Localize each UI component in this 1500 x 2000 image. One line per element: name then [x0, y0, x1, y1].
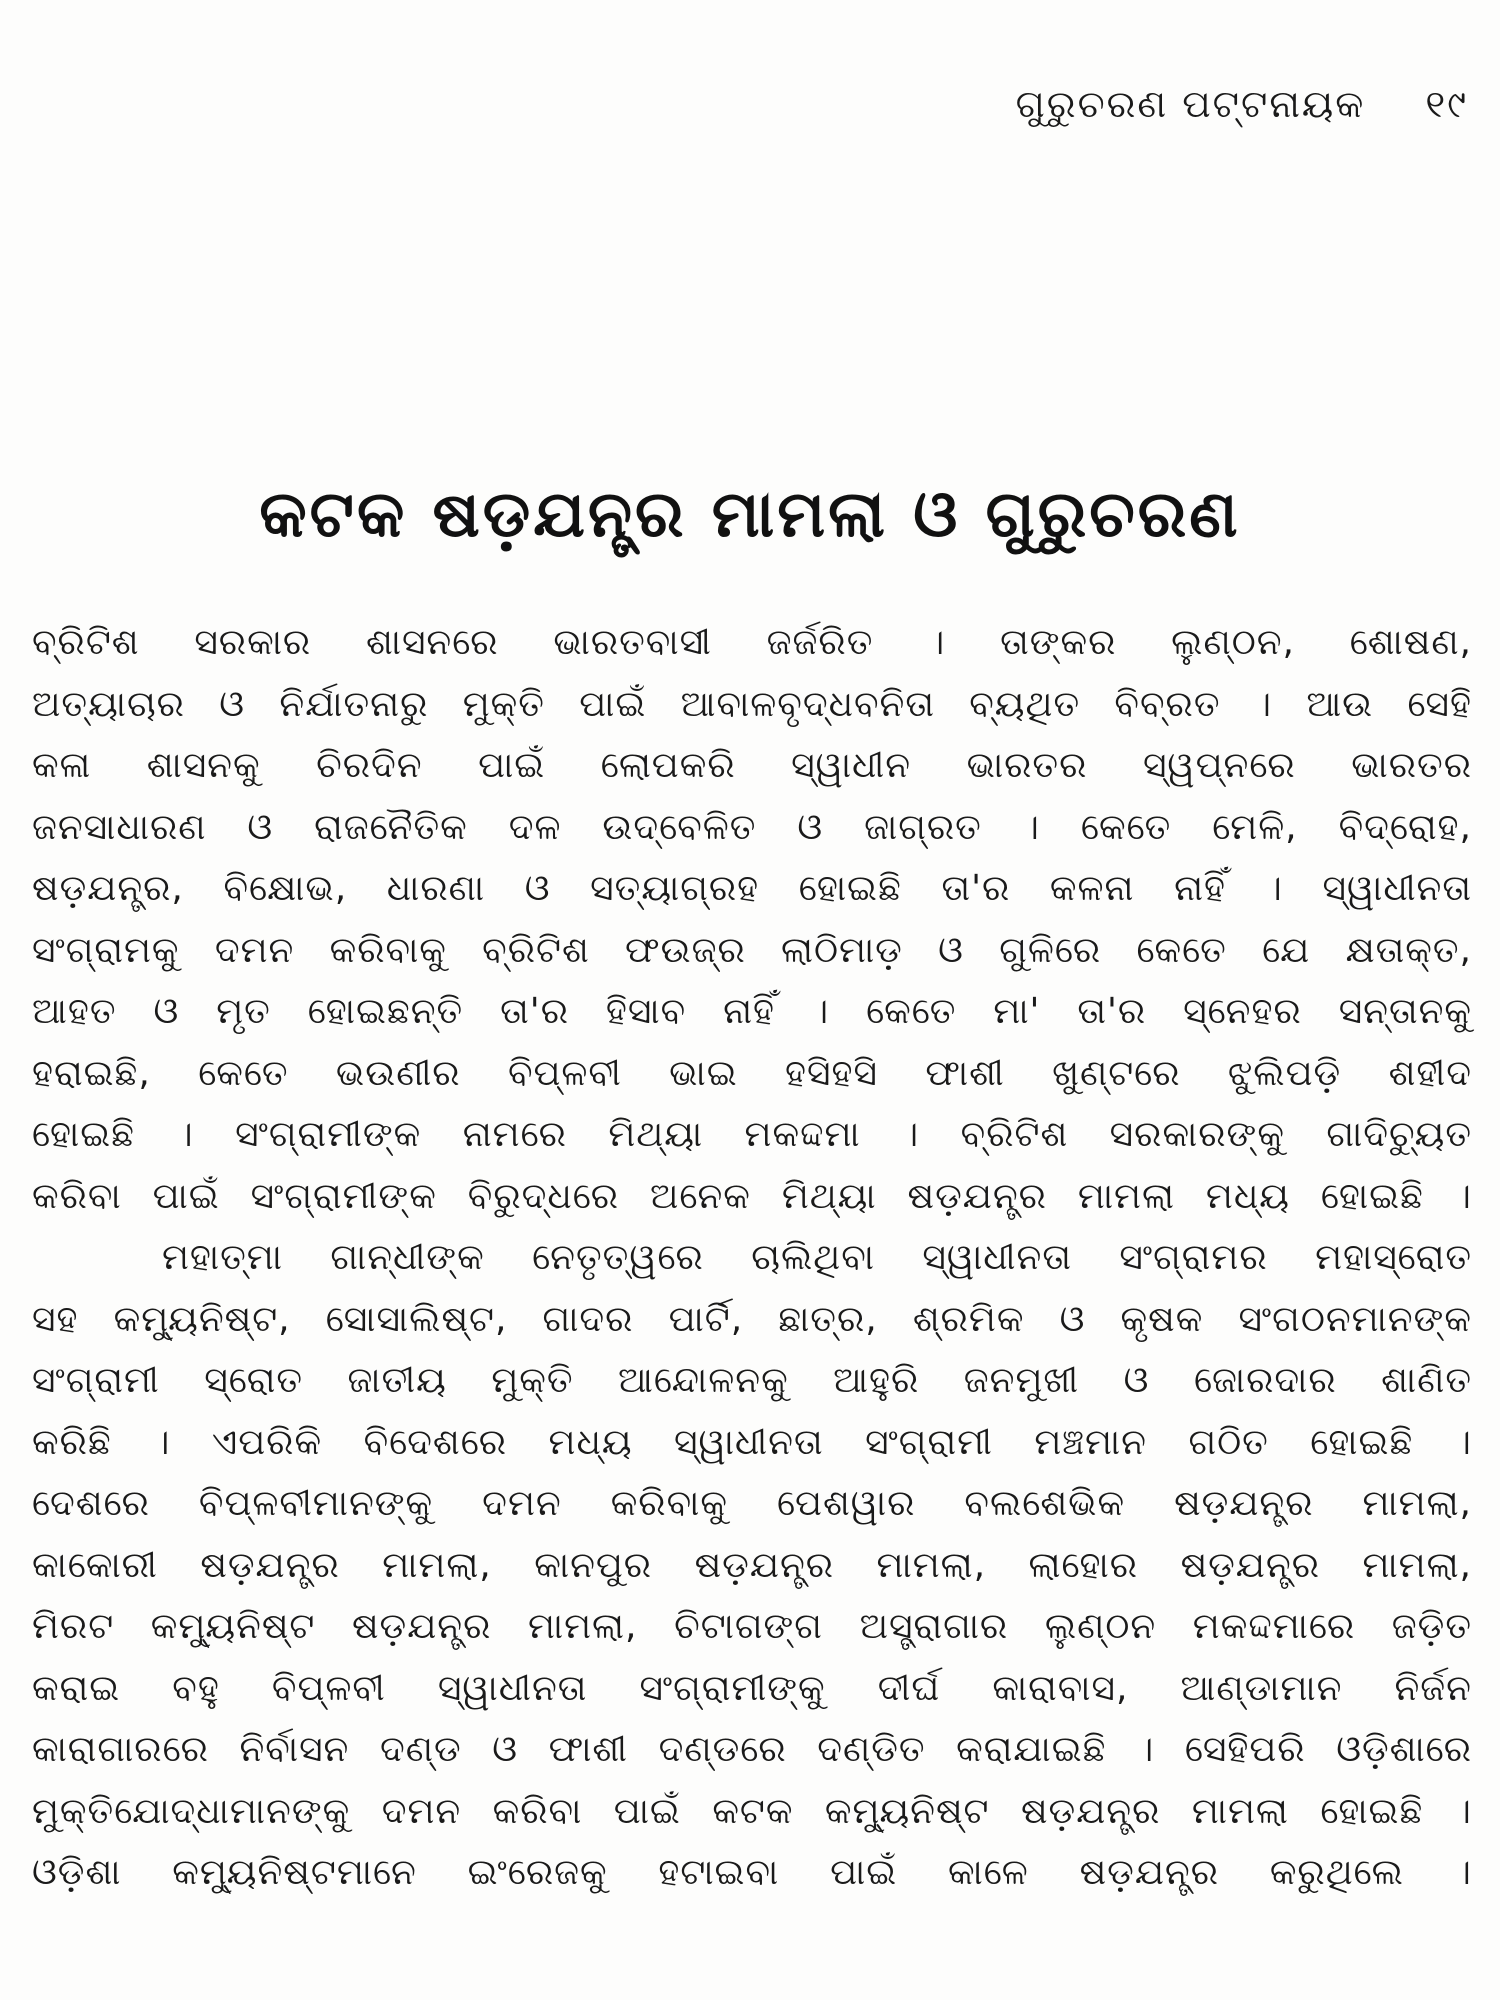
text-line: କଳା ଶାସନକୁ ଚିରଦିନ ପାଇଁ ଲୋପକରି ସ୍ୱାଧୀନ ଭାରତର ସ୍ୱପ୍ନରେ ଭାରତର [32, 745, 1472, 786]
text-line: ସହ କମ୍ୟୁନିଷ୍ଟ, ସୋସାଲିଷ୍ଟ, ଗାଦର ପାର୍ଟି, ଛାତ୍ର, ଶ୍ରମିକ ଓ କୃଷକ ସଂଗଠନମାନଙ୍କ [32, 1298, 1472, 1340]
text-line: ଓଡ଼ିଶା କମ୍ୟୁନିଷ୍ଟମାନେ ଇଂରେଜକୁ ହଟାଇବା ପାଇଁ କାଳେ ଷଡ଼ଯନ୍ତ୍ର କରୁଥିଲେ । [32, 1852, 1472, 1893]
chapter-title: କଟକ ଷଡ଼ଯନ୍ତ୍ର ମାମଲା ଓ ଗୁରୁଚରଣ [259, 478, 1241, 552]
text-line: ମହାତ୍ମା ଗାନ୍ଧୀଙ୍କ ନେତୃତ୍ୱରେ ଚାଲିଥିବା ସ୍ୱାଧୀନତା ସଂଗ୍ରାମର ମହାସ୍ରୋତ [162, 1237, 1472, 1278]
page-number: ୧୯ [1425, 82, 1468, 126]
text-line: କରାଇ ବହୁ ବିପ୍ଳବୀ ସ୍ୱାଧୀନତା ସଂଗ୍ରାମୀଙ୍କୁ ଦୀର୍ଘ କାରାବାସ, ଆଣ୍ଡାମାନ ନିର୍ଜନ [32, 1667, 1472, 1709]
text-line: କାକୋରୀ ଷଡ଼ଯନ୍ତ୍ର ମାମଲା, କାନପୁର ଷଡ଼ଯନ୍ତ୍ର ମାମଲା, ଲାହୋର ଷଡ଼ଯନ୍ତ୍ର ମାମଲା, [32, 1544, 1472, 1586]
text-line: ହରାଇଛି, କେତେ ଭଉଣୀର ବିପ୍ଳବୀ ଭାଇ ହସିହସି ଫାଶୀ ଖୁଣ୍ଟରେ ଝୁଲିପଡ଼ି ଶହୀଦ [32, 1052, 1472, 1094]
text-line: କରିବା ପାଇଁ ସଂଗ୍ରାମୀଙ୍କ ବିରୁଦ୍ଧରେ ଅନେକ ମିଥ୍ୟା ଷଡ଼ଯନ୍ତ୍ର ମାମଲା ମଧ୍ୟ ହୋଇଛି । [32, 1175, 1472, 1217]
text-line: କାରାଗାରରେ ନିର୍ବାସନ ଦଣ୍ଡ ଓ ଫାଶୀ ଦଣ୍ଡରେ ଦଣ୍ଡିତ କରାଯାଇଛି । ସେହିପରି ଓଡ଼ିଶାରେ [32, 1729, 1472, 1770]
paragraph-1 [32, 612, 1472, 1227]
body-text [32, 612, 1472, 1904]
text-line: ଜନସାଧାରଣ ଓ ରାଜନୈତିକ ଦଳ ଉଦ୍‌ବେଳିତ ଓ ଜାଗ୍ରତ । କେତେ ମେଳି, ବିଦ୍ରୋହ, [32, 806, 1472, 848]
text-line: ବ୍ରିଟିଶ ସରକାର ଶାସନରେ ଭାରତବାସୀ ଜର୍ଜରିତ । ତାଙ୍କର ଲୁଣ୍ଠନ, ଶୋଷଣ, [32, 622, 1472, 663]
running-head-author: ଗୁରୁଚରଣ ପଟ୍ଟନାୟକ [1015, 82, 1366, 126]
text-line: ଆହତ ଓ ମୃତ ହୋଇଛନ୍ତି ତା'ର ହିସାବ ନାହିଁ । କେତେ ମା' ତା'ର ସ୍ନେହର ସନ୍ତାନକୁ [32, 991, 1472, 1032]
text-line: ମୁକ୍ତିଯୋଦ୍ଧାମାନଙ୍କୁ ଦମନ କରିବା ପାଇଁ କଟକ କମ୍ୟୁନିଷ୍ଟ ଷଡ଼ଯନ୍ତ୍ର ମାମଲା ହୋଇଛି । [32, 1790, 1472, 1832]
running-head [1016, 82, 1468, 127]
text-line: ଷଡ଼ଯନ୍ତ୍ର, ବିକ୍ଷୋଭ, ଧାରଣା ଓ ସତ୍ୟାଗ୍ରହ ହୋଇଛି ତା'ର କଳନା ନାହିଁ । ସ୍ୱାଧୀନତା [32, 868, 1472, 909]
text-line: ହୋଇଛି । ସଂଗ୍ରାମୀଙ୍କ ନାମରେ ମିଥ୍ୟା ମକଦ୍ଦମା । ବ୍ରିଟିଶ ସରକାରଙ୍କୁ ଗାଦିଚ୍ୟୁତ [32, 1114, 1472, 1155]
text-line: ସଂଗ୍ରାମକୁ ଦମନ କରିବାକୁ ବ୍ରିଟିଶ ଫଉଜ୍‌ର ଲାଠିମାଡ଼ ଓ ଗୁଳିରେ କେତେ ଯେ କ୍ଷତାକ୍ତ, [32, 929, 1472, 971]
text-line: ଅତ୍ୟାଚାର ଓ ନିର୍ଯାତନାରୁ ମୁକ୍ତି ପାଇଁ ଆବାଳବୃଦ୍ଧବନିତା ବ୍ୟଥିତ ବିବ୍ରତ । ଆଉ ସେହି [32, 683, 1472, 725]
text-line: କରିଛି । ଏପରିକି ବିଦେଶରେ ମଧ୍ୟ ସ୍ୱାଧୀନତା ସଂଗ୍ରାମୀ ମଞ୍ଚମାନ ଗଠିତ ହୋଇଛି । [32, 1421, 1472, 1463]
text-line: ମିରଟ କମ୍ୟୁନିଷ୍ଟ ଷଡ଼ଯନ୍ତ୍ର ମାମଲା, ଚିଟାଗଙ୍ଗ ଅସ୍ତ୍ରାଗାର ଲୁଣ୍ଠନ ମକଦ୍ଦମାରେ ଜଡ଼ିତ [32, 1606, 1472, 1647]
text-line: ସଂଗ୍ରାମୀ ସ୍ରୋତ ଜାତୀୟ ମୁକ୍ତି ଆନ୍ଦୋଳନକୁ ଆହୁରି ଜନମୁଖୀ ଓ ଜୋରଦାର ଶାଣିତ [32, 1360, 1472, 1401]
paragraph-2 [32, 1227, 1472, 1904]
text-line: ଦେଶରେ ବିପ୍ଳବୀମାନଙ୍କୁ ଦମନ କରିବାକୁ ପେଶୱାର ବଲଶେଭିକ ଷଡ଼ଯନ୍ତ୍ର ମାମଲା, [32, 1483, 1472, 1524]
